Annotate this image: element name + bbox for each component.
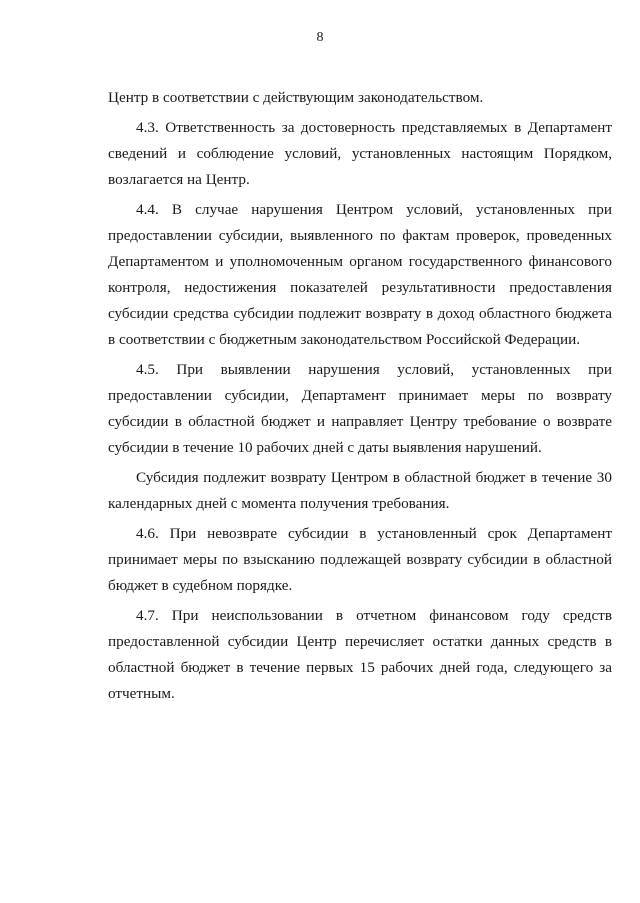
text-line: сведений и соблюдение условий, установленных настоящим Порядком, bbox=[108, 145, 612, 162]
text-line: субсидии в течение 10 рабочих дней с даты выявления нарушений. bbox=[108, 439, 542, 456]
text-line: бюджет в судебном порядке. bbox=[108, 577, 293, 594]
text-line: календарных дней с момента получения требования. bbox=[108, 495, 450, 512]
text-line: возлагается на Центр. bbox=[108, 171, 250, 188]
text-line: субсидии средства субсидии подлежит возврату в доход областного бюджета bbox=[108, 305, 612, 322]
text-line: 4.7. При неиспользовании в отчетном финансовом году средств bbox=[136, 607, 612, 624]
text-line: областной бюджет в течение первых 15 рабочих дней года, следующего за bbox=[108, 659, 612, 676]
page-number: 8 bbox=[316, 30, 324, 45]
text-line: принимает меры по взысканию подлежащей возврату субсидии в областной bbox=[108, 551, 612, 568]
document-body bbox=[108, 85, 612, 707]
text-line: предоставлении субсидии, выявленного по фактам проверок, проведенных bbox=[108, 227, 612, 244]
text-line: Департаментом и уполномоченным органом государственного финансового bbox=[108, 253, 612, 270]
text-line: предоставленной субсидии Центр перечисляет остатки данных средств в bbox=[108, 633, 612, 650]
text-line: субсидии в областной бюджет и направляет Центру требование о возврате bbox=[108, 413, 612, 430]
text-line: 4.5. При выявлении нарушения условий, установленных при bbox=[136, 361, 612, 378]
text-line: предоставлении субсидии, Департамент принимает меры по возврату bbox=[108, 387, 612, 404]
text-line: Центр в соответствии с действующим законодательством. bbox=[108, 89, 484, 106]
text-line: 4.6. При невозврате субсидии в установленный срок Департамент bbox=[136, 525, 612, 542]
text-line: контроля, недостижения показателей результативности предоставления bbox=[108, 279, 612, 296]
text-line: Субсидия подлежит возврату Центром в областной бюджет в течение 30 bbox=[136, 469, 612, 486]
text-line: в соответствии с бюджетным законодательством Российской Федерации. bbox=[108, 331, 581, 348]
text-line: отчетным. bbox=[108, 685, 175, 702]
text-line: 4.3. Ответственность за достоверность представляемых в Департамент bbox=[136, 119, 612, 136]
text-line: 4.4. В случае нарушения Центром условий, установленных при bbox=[136, 201, 612, 218]
